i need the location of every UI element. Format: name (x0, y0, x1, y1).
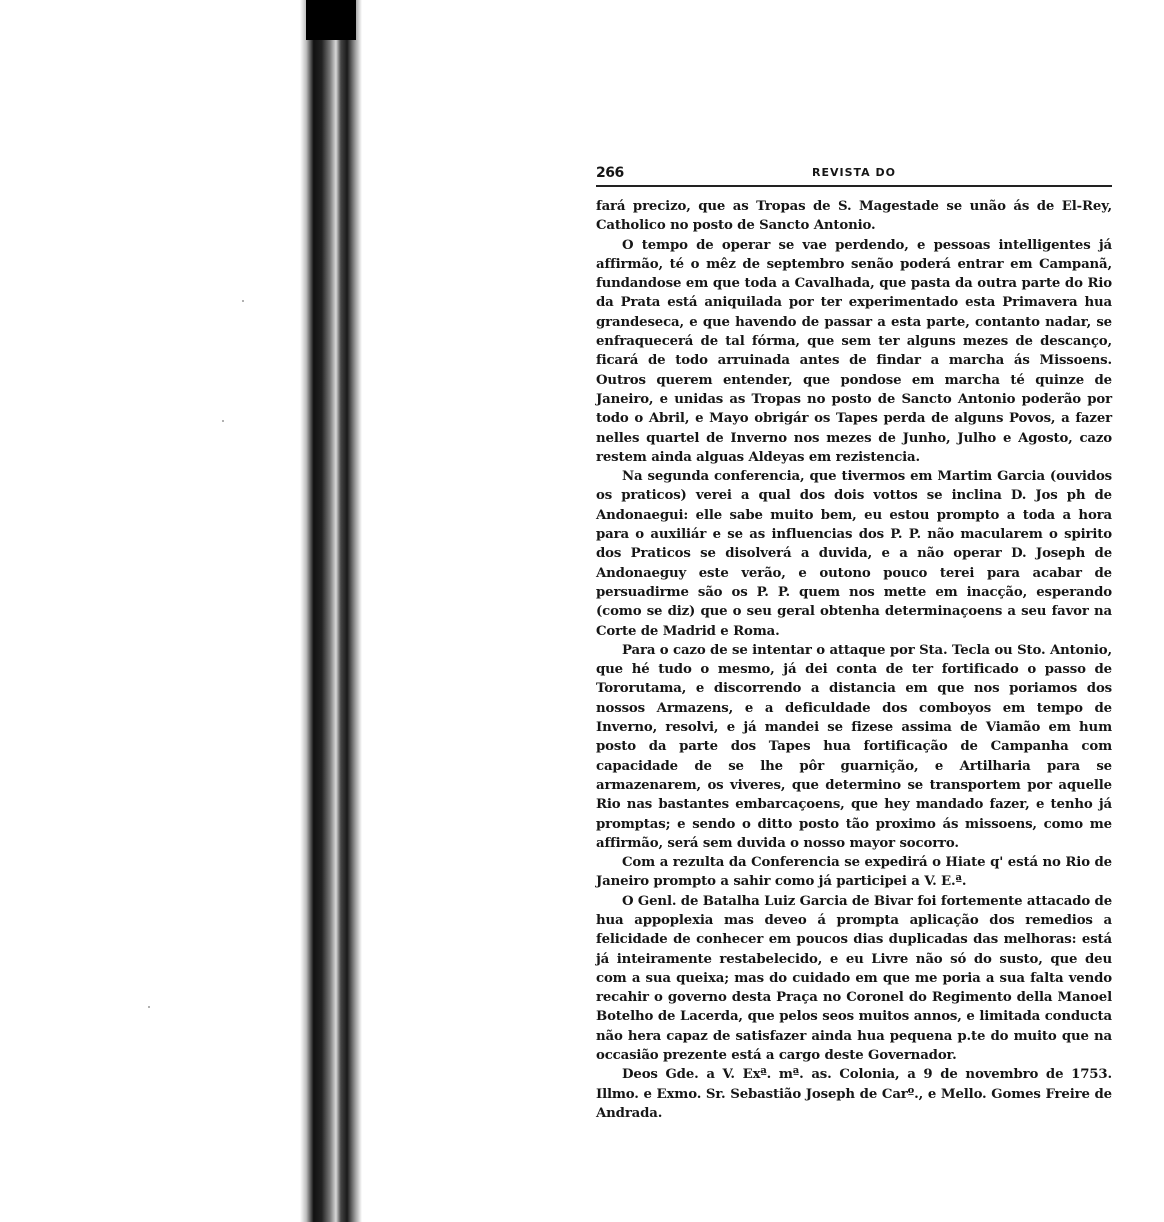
page-number: 266 (596, 165, 624, 181)
paragraph-4: Para o cazo de se intentar o attaque por Sta. Tecla ou Sto. Antonio, que hé tudo o mesmo, já dei conta de ter fortificado o passo de Tororutama, e discorrendo a distancia em que nos poriamos dos nossos Armazens, e a deficuldade dos comboyos em tempo de Inverno, resolvi, e já mandei se fizese assima de Viamão em hum posto da parte dos Tapes hua fortificação de Campanha com capacidade de se lhe pôr guarnição, e Artilharia para se armazenarem, os viveres, que determino se transportem por aquelle Rio nas bastantes embarcaçoens, que hey mandado fazer, e tenho já promptas; e sendo o ditto posto tão proximo ás missoens, como me affirmão, será sem duvida o nosso mayor socorro. (596, 642, 1112, 851)
paper-speck (148, 1006, 150, 1008)
running-head (596, 165, 1112, 187)
binding-gutter-shadow (300, 0, 362, 1222)
paragraph-1: fará precizo, que as Tropas de S. Magestade se unão ás de El-Rey, Catholico no posto de Sancto Antonio. (596, 199, 1112, 234)
closing-signature: Deos Gde. a V. Exª. mª. as. Colonia, a 9 de novembro de 1753. Illmo. e Exmo. Sr. Sebastião Joseph de Carº., e Mello. Gomes Freire de Andrada. (596, 1067, 1112, 1121)
paragraph-5: Com a rezulta da Conferencia se expedirá o Hiate q' está no Rio de Janeiro prompto a sahir como já participei a V. E.ª. (596, 855, 1112, 890)
paper-speck (242, 300, 244, 302)
paper-speck (222, 420, 224, 422)
paragraph-3: Na segunda conferencia, que tivermos em Martim Garcia (ouvidos os praticos) verei a qual dos dois vottos se inclina D. Jos ph de Andonaegui: elle sabe muito bem, eu estou prompto a toda a hora para o auxiliár e se as influencias dos P. P. não macularem o spirito dos Praticos se disolverá a duvida, e a não operar D. Joseph de Andonaeguy este verão, e outono pouco terei para acabar de persuadirme são os P. P. quem nos mette em inacção, esperando (como se diz) que o seu geral obtenha determinaçoens a seu favor na Corte de Madrid e Roma. (596, 469, 1112, 639)
running-title: REVISTA DO (812, 166, 896, 179)
paragraph-6: O Genl. de Batalha Luiz Garcia de Bivar foi fortemente attacado de hua appoplexia mas deveo á prompta aplicação dos remedios a felicidade de conhecer em poucos dias duplicadas das melhoras: está já inteiramente restabelecido, e eu Livre não só do susto, que deu com a sua queixa; mas do cuidado em que me poria a sua falta vendo recahir o governo desta Praça no Coronel do Regimento della Manoel Botelho de Lacerda, que pelos seos muitos annos, e limitada conducta não hera capaz de satisfazer ainda hua pequena p.te do muito que na occasião prezente está a cargo deste Governador. (596, 893, 1113, 1064)
book-page (596, 165, 1112, 1123)
binding-gutter-top (306, 0, 356, 40)
paragraph-2: O tempo de operar se vae perdendo, e pessoas intelligentes já affirmão, té o mêz de septembro senão poderá entrar em Campanã, fundandose em que toda a Cavalhada, que pasta da outra parte do Rio da Prata está aniquilada por ter experimentado esta Primavera hua grandeseca, e que havendo de passar a esta parte, contanto nadar, se enfraquecerá de tal fórma, que sem ter alguns mezes de descanço, ficará de todo arruinada antes de findar a marcha ás Missoens. Outros querem entender, que pondose em marcha té quinze de Janeiro, e unidas as Tropas no posto de Sancto Antonio poderão por todo o Abril, e Mayo obrigár os Tapes perda de alguns Povos, a fazer nelles quartel de Inverno nos mezes de Junho, Julho e Agosto, cazo restem ainda alguas Aldeyas em rezistencia. (596, 237, 1112, 465)
